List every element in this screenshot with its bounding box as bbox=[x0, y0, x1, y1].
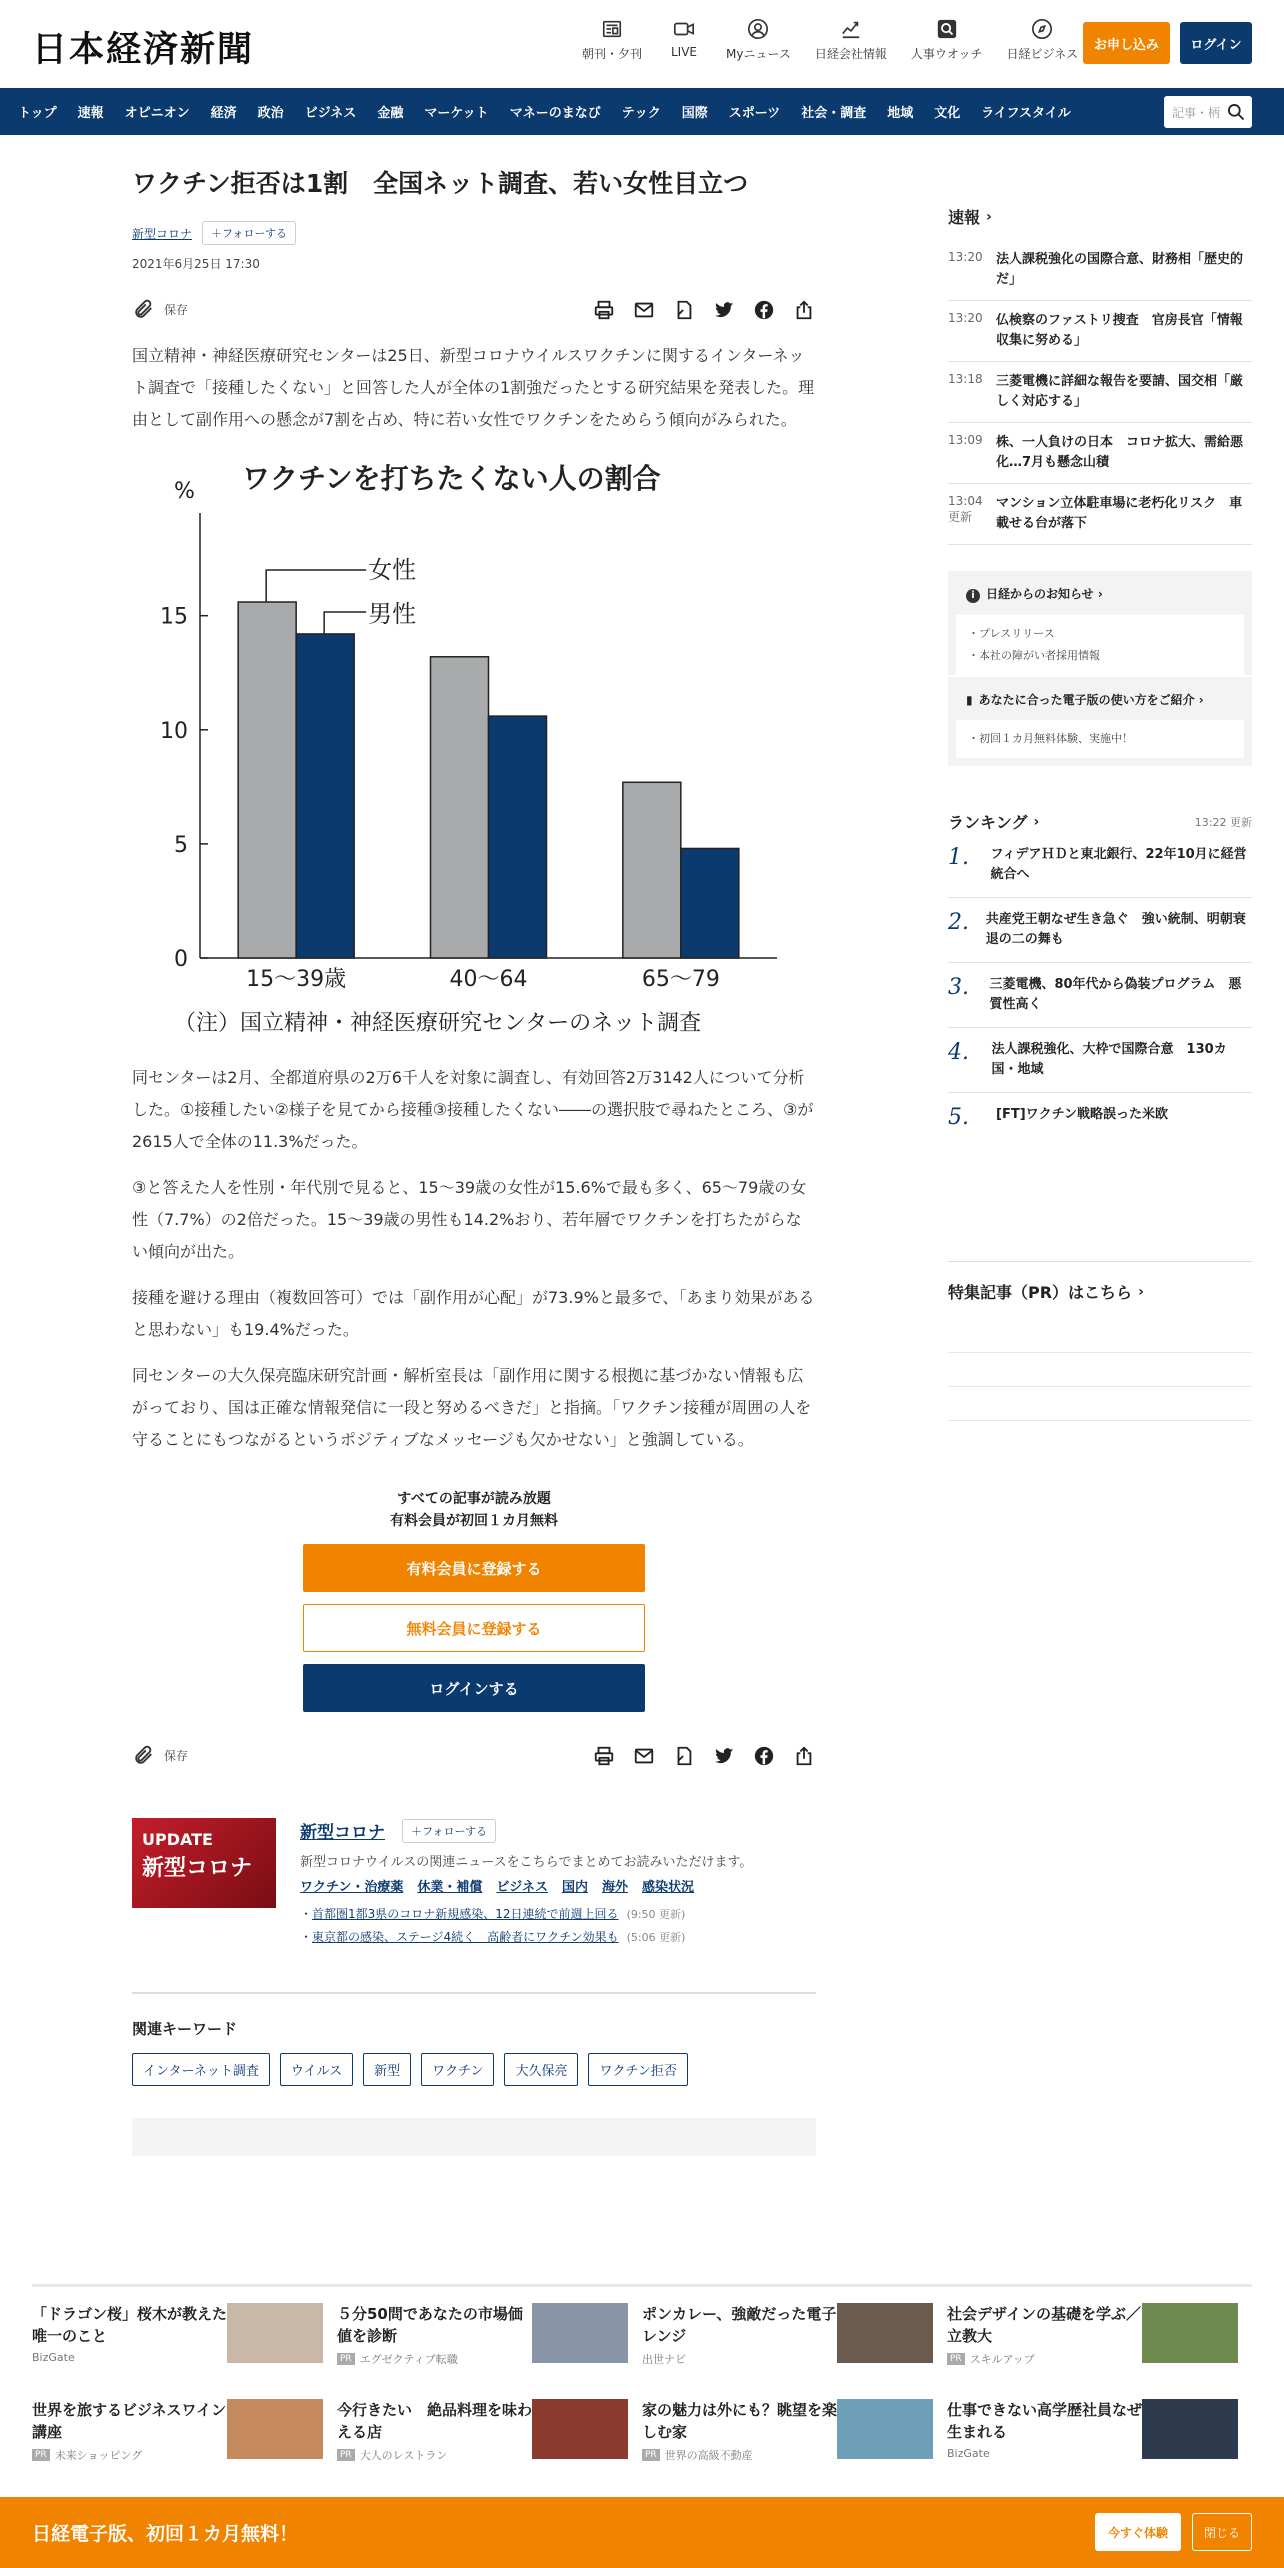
recommend-row bbox=[32, 2284, 1252, 2385]
header-link-live[interactable] bbox=[654, 18, 714, 62]
recommend-card[interactable] bbox=[337, 2399, 642, 2481]
plus-icon: ＋ bbox=[211, 227, 223, 240]
recommend-title: 社会デザインの基礎を学ぶ／立教大 bbox=[947, 2305, 1141, 2345]
nav-item-top[interactable]: トップ bbox=[18, 106, 57, 121]
free-register-button[interactable]: 無料会員に登録する bbox=[303, 1604, 645, 1652]
chart-y-tick-label: 5 bbox=[174, 832, 188, 858]
flash-time: 13:20 bbox=[948, 311, 983, 325]
article-lead: 国立精神・神経医療研究センターは25日、新型コロナウイルスワクチンに関するインターネット調査で「接種したくない」と回答した人が全体の1割強だったとする研究結果を発表した。理由として副作用への懸念が7割を占め、特に若い女性でワクチンをためらう傾向がみられた。 bbox=[132, 346, 815, 429]
keyword-tag[interactable]: ワクチン拒否 bbox=[588, 2053, 687, 2086]
paywall-login-button[interactable]: ログインする bbox=[303, 1664, 645, 1712]
ranking-item[interactable] bbox=[948, 833, 1252, 898]
ebook-item-label: 初回１カ月無料体験、実施中！ bbox=[979, 732, 1133, 745]
header-link-nikkei-business[interactable] bbox=[995, 18, 1091, 62]
chevron-right-icon: › bbox=[1138, 1283, 1144, 1300]
topic-row bbox=[132, 221, 816, 245]
ranking bbox=[948, 810, 1252, 1153]
topic-body bbox=[300, 1818, 816, 1945]
pr-placeholder bbox=[948, 1353, 1252, 1387]
chart-y-tick-label: 10 bbox=[160, 718, 188, 744]
keyword-tag[interactable]: 新型 bbox=[363, 2053, 411, 2086]
rank-number: 5. bbox=[948, 1105, 969, 1130]
header-link-company-info[interactable] bbox=[803, 18, 899, 62]
pr-badge: PR bbox=[947, 2353, 965, 2365]
topic-link[interactable]: 新型コロナ bbox=[132, 226, 193, 241]
related-keywords bbox=[132, 1992, 816, 2086]
follow-label: フォローする bbox=[422, 1825, 487, 1838]
keywords-heading: 関連キーワード bbox=[132, 2020, 238, 2038]
recommend-title: ５分50問であなたの市場価値を診断 bbox=[337, 2305, 523, 2345]
paid-register-button[interactable]: 有料会員に登録する bbox=[303, 1544, 645, 1592]
flash-item[interactable] bbox=[948, 484, 1252, 545]
topic-link-overseas[interactable]: 海外 bbox=[602, 1880, 629, 1895]
search-placeholder: 記事・柄 bbox=[1172, 105, 1221, 120]
pr-placeholder bbox=[948, 1319, 1252, 1353]
plus-icon: ＋ bbox=[411, 1825, 423, 1838]
pr-badge: PR bbox=[642, 2449, 660, 2461]
topic-news-item[interactable]: ・東京都の感染、ステージ4続く 高齢者にワクチン効果も (5:06 更新) bbox=[300, 1930, 686, 1944]
close-button[interactable]: 閉じる bbox=[1192, 2513, 1252, 2551]
article-paragraph: 接種を避ける理由（複数回答可）では「副作用が心配」が73.9%と最多で、「あまり効果があると思わない」も19.4%だった。 bbox=[132, 1288, 815, 1339]
recommend-source: BizGate bbox=[32, 2351, 75, 2364]
flash-heading[interactable] bbox=[948, 205, 1252, 228]
recommend-title: 家の魅力は外にも？眺望を楽しむ家 bbox=[642, 2401, 838, 2441]
search-input[interactable] bbox=[1164, 96, 1252, 128]
recommend-title: 「ドラゴン桜」桜木が教えた唯一のこと bbox=[32, 2305, 228, 2345]
chart-bar-female bbox=[238, 602, 296, 958]
notice-list bbox=[956, 615, 1244, 675]
notice-item-label: 本社の障がい者採用情報 bbox=[979, 649, 1100, 662]
flash-item[interactable] bbox=[948, 423, 1252, 484]
ebook-box bbox=[948, 677, 1252, 766]
save-button[interactable] bbox=[132, 1744, 188, 1766]
rank-text[interactable]: [FT]ワクチン戦略誤った米欧 bbox=[996, 1107, 1168, 1122]
chart-bar-male bbox=[296, 634, 354, 958]
article bbox=[132, 135, 816, 2156]
chart-bar-female bbox=[623, 782, 681, 958]
topic-link-compensation[interactable]: 休業・補償 bbox=[417, 1880, 483, 1895]
keyword-tag[interactable]: ウイルス bbox=[280, 2053, 353, 2086]
header-icon-label: 朝刊・夕刊 bbox=[582, 47, 643, 61]
recommend-thumbnail bbox=[837, 2399, 933, 2459]
article-title: ワクチン拒否は1割 全国ネット調査、若い女性目立つ bbox=[132, 169, 749, 198]
topic-follow-button[interactable] bbox=[402, 1819, 496, 1843]
recommend-thumbnail bbox=[1142, 2303, 1238, 2363]
recommend-source: 未来ショッピング bbox=[54, 2449, 143, 2462]
paperclip-icon bbox=[132, 1744, 154, 1766]
sidebar bbox=[948, 135, 1252, 1421]
topic-news-time: (5:06 更新) bbox=[626, 1931, 686, 1944]
mail-icon[interactable] bbox=[632, 298, 656, 322]
clip-icon[interactable] bbox=[672, 1744, 696, 1768]
rank-text[interactable]: 共産党王朝なぜ生き急ぐ 強い統制、明朝衰退の二の舞も bbox=[985, 912, 1246, 947]
flash-news bbox=[948, 205, 1252, 545]
topic-image[interactable] bbox=[132, 1818, 276, 1908]
chart-note: （注）国立精神・神経医療研究センターのネット調査 bbox=[174, 1011, 702, 1036]
site-header bbox=[0, 0, 1284, 88]
nav-item-society[interactable]: 社会・調査 bbox=[801, 106, 867, 121]
share-bar bbox=[576, 1744, 816, 1768]
bar-chart bbox=[132, 458, 816, 1048]
pr-list bbox=[948, 1319, 1252, 1421]
legend-male: 男性 bbox=[368, 599, 417, 628]
topic-link-infection[interactable]: 感染状況 bbox=[642, 1880, 695, 1895]
chevron-right-icon: › bbox=[1033, 813, 1040, 830]
article-body bbox=[132, 1062, 816, 1456]
notice-item[interactable]: ・プレスリリース bbox=[968, 627, 1055, 640]
topic-box bbox=[132, 1818, 816, 1978]
mail-icon[interactable] bbox=[632, 1744, 656, 1768]
clip-icon[interactable] bbox=[672, 298, 696, 322]
share-icon[interactable] bbox=[792, 1744, 816, 1768]
try-now-button[interactable]: 今すぐ体験 bbox=[1095, 2513, 1181, 2551]
flash-time: 13:09 bbox=[948, 433, 983, 447]
header-link-morning-evening[interactable] bbox=[570, 18, 654, 62]
paywall-line1: すべての記事が読み放題 bbox=[397, 1491, 551, 1507]
recommend-card[interactable] bbox=[32, 2303, 337, 2385]
share-bar bbox=[576, 298, 816, 322]
book-icon: ▮ bbox=[966, 693, 973, 707]
recommend-title: ポンカレー、強敵だった電子レンジ bbox=[642, 2305, 837, 2345]
twitter-icon[interactable] bbox=[712, 298, 736, 322]
chart-svg bbox=[132, 458, 816, 1048]
topic-news-title[interactable]: 首都圏1都3県のコロナ新規感染、12日連続で前週上回る bbox=[312, 1907, 619, 1921]
chart-bar-female bbox=[431, 657, 489, 958]
ranking-item[interactable] bbox=[948, 1093, 1252, 1153]
ranking-item[interactable] bbox=[948, 1028, 1252, 1093]
recommend-thumbnail bbox=[532, 2303, 628, 2363]
ranking-heading-label: ランキング bbox=[948, 813, 1028, 832]
ranking-time: 13:22 更新 bbox=[1194, 815, 1252, 829]
pr-badge: PR bbox=[337, 2449, 355, 2461]
rank-text[interactable]: 法人課税強化、大枠で国際合意 130カ国・地域 bbox=[991, 1042, 1227, 1077]
topic-news-item[interactable]: ・首都圏1都3県のコロナ新規感染、12日連続で前週上回る (9:50 更新) bbox=[300, 1907, 686, 1921]
recommend-card[interactable] bbox=[337, 2303, 642, 2385]
article-toolbar-bottom bbox=[132, 1742, 816, 1772]
rank-number: 1. bbox=[948, 845, 969, 870]
recommend-thumbnail bbox=[532, 2399, 628, 2459]
chart-title: ワクチンを打ちたくない人の割合 bbox=[242, 462, 661, 495]
recommend-source: 大人のレストラン bbox=[359, 2449, 448, 2462]
keyword-tag[interactable]: 大久保亮 bbox=[504, 2053, 578, 2086]
video-icon bbox=[673, 18, 695, 40]
flash-text[interactable]: 法人課税強化の国際合意、財務相「歴史的だ」 bbox=[996, 252, 1244, 287]
rank-text[interactable]: フィデアＨＤと東北銀行、22年10月に経営統合へ bbox=[990, 847, 1247, 882]
topic-description: 新型コロナウイルスの関連ニュースをこちらでまとめてお読みいただけます。 bbox=[300, 1855, 753, 1870]
chart-y-unit: % bbox=[174, 479, 195, 504]
chart-icon bbox=[840, 18, 862, 40]
ranking-item[interactable] bbox=[948, 963, 1252, 1028]
notice-box bbox=[948, 571, 1252, 675]
notice-item[interactable]: ・本社の障がい者採用情報 bbox=[968, 649, 1100, 662]
ranking-item[interactable] bbox=[948, 898, 1252, 963]
flash-text[interactable]: 株、一人負けの日本 コロナ拡大、需給悪化…7月も懸念山積 bbox=[996, 435, 1244, 470]
chart-y-tick-label: 0 bbox=[174, 947, 188, 972]
chart-x-tick-label: 40～64 bbox=[449, 967, 528, 992]
follow-label: フォローする bbox=[222, 227, 287, 240]
recommend-card[interactable] bbox=[642, 2399, 947, 2481]
topic-image-title: 新型コロナ bbox=[142, 1856, 253, 1881]
flash-time: 13:04 bbox=[948, 494, 983, 508]
chevron-right-icon: › bbox=[986, 208, 992, 225]
nav-item-lifestyle[interactable]: ライフスタイル bbox=[981, 106, 1071, 121]
legend-leader-male bbox=[324, 612, 366, 634]
article-paragraph: ③と答えた人を性別・年代別で見ると、15～39歳の女性が15.6%で最も多く、65～79歳の女性（7.7%）の2倍だった。15～39歳の男性も14.2%おり、若年層でワクチンを打ちたがらない傾向が出た。 bbox=[132, 1178, 807, 1261]
flash-text[interactable]: 仏検察のファストリ捜査 官房長官「情報収集に努める」 bbox=[996, 313, 1243, 348]
header-icon-label: 日経会社情報 bbox=[814, 47, 887, 61]
recommend-card[interactable] bbox=[947, 2303, 1252, 2385]
recommend-row bbox=[32, 2385, 1252, 2481]
article-date: 2021年6月25日 17:30 bbox=[132, 257, 260, 271]
pr-placeholder bbox=[948, 1387, 1252, 1421]
keyword-tag[interactable]: ワクチン bbox=[421, 2053, 494, 2086]
recommend-title: 今行きたい 絶品料理を味わえる店 bbox=[337, 2401, 533, 2441]
nav-item-money[interactable]: マネーのまなび bbox=[509, 106, 601, 121]
flash-text[interactable]: 三菱電機に詳細な報告を要請、国交相「厳しく対応する」 bbox=[996, 374, 1244, 409]
search-person-icon bbox=[936, 18, 958, 40]
nav-item-opinion[interactable]: オピニオン bbox=[124, 106, 190, 121]
notice-heading[interactable]: i 日経からのお知らせ › bbox=[948, 585, 1252, 615]
recommend-card[interactable] bbox=[642, 2303, 947, 2385]
article-paragraph: 同センターは2月、全都道府県の2万6千人を対象に調査し、有効回答2万3142人について分析した。①接種したい②様子を見てから接種③接種したくない――の選択肢で尋ねたところ、③が2615人で全体の11.3%だった。 bbox=[132, 1068, 814, 1151]
nav-item-finance[interactable]: 金融 bbox=[377, 106, 404, 121]
ad-placeholder bbox=[132, 2118, 816, 2156]
flash-text[interactable]: マンション立体駐車場に老朽化リスク 車載せる台が落下 bbox=[996, 496, 1243, 531]
header-icon-label: 人事ウオッチ bbox=[910, 47, 983, 61]
recommend-card[interactable] bbox=[947, 2399, 1252, 2481]
pr-badge: PR bbox=[337, 2353, 355, 2365]
paywall-line2: 有料会員が初回１カ月無料 bbox=[390, 1513, 558, 1529]
topic-news-time: (9:50 更新) bbox=[626, 1908, 686, 1921]
flash-time: 13:20 bbox=[948, 250, 983, 264]
facebook-icon[interactable] bbox=[752, 298, 776, 322]
recommend-title: 世界を旅するビジネスワイン講座 bbox=[32, 2401, 227, 2441]
recommend-thumbnail bbox=[837, 2303, 933, 2363]
chart-y-tick-label: 15 bbox=[160, 604, 188, 630]
compass-icon bbox=[1031, 18, 1053, 40]
nav-item-market[interactable]: マーケット bbox=[424, 106, 489, 121]
topic-news bbox=[300, 1905, 816, 1945]
main-nav bbox=[0, 88, 1284, 135]
site-logo[interactable]: 日本経済新聞 bbox=[32, 29, 255, 70]
legend-female: 女性 bbox=[368, 556, 417, 584]
header-icon-label: LIVE bbox=[671, 45, 698, 59]
flash-updated: 更新 bbox=[948, 510, 973, 524]
chart-x-tick-label: 65～79 bbox=[641, 967, 720, 992]
chart-bar-male bbox=[489, 716, 547, 958]
flash-time: 13:18 bbox=[948, 372, 983, 386]
header-icon-label: Myニュース bbox=[726, 47, 791, 61]
rank-number: 2. bbox=[948, 910, 969, 935]
share-icon[interactable] bbox=[792, 298, 816, 322]
recommend-source: スキルアップ bbox=[969, 2353, 1035, 2366]
pr-heading-label: 特集記事（PR）はこちら bbox=[948, 1283, 1133, 1302]
topic-news-title[interactable]: 東京都の感染、ステージ4続く 高齢者にワクチン効果も bbox=[312, 1930, 619, 1944]
info-icon: i bbox=[966, 589, 980, 603]
print-icon[interactable] bbox=[592, 298, 616, 322]
recommend-thumbnail bbox=[227, 2399, 323, 2459]
legend-leader-female bbox=[266, 570, 366, 602]
recommend-grid bbox=[32, 2284, 1252, 2481]
topic-image-update: UPDATE bbox=[142, 1830, 213, 1849]
pr-heading[interactable] bbox=[948, 1280, 1252, 1303]
nav-item-sports[interactable]: スポーツ bbox=[728, 106, 781, 121]
promo-bar bbox=[0, 2497, 1284, 2568]
flash-item[interactable] bbox=[948, 301, 1252, 362]
save-label: 保存 bbox=[164, 1748, 189, 1763]
print-icon[interactable] bbox=[592, 1744, 616, 1768]
recommend-source: 出世ナビ bbox=[642, 2353, 686, 2366]
recommend-source: 世界の高級不動産 bbox=[664, 2449, 753, 2462]
header-icon-label: 日経ビジネス bbox=[1006, 47, 1079, 61]
recommend-card[interactable] bbox=[32, 2399, 337, 2481]
chart-bar-male bbox=[681, 848, 739, 958]
recommend-title: 仕事できない高学歴社員なぜ生まれる bbox=[947, 2401, 1143, 2441]
nav-item-tech[interactable]: テック bbox=[621, 106, 661, 121]
promo-text: 日経電子版、初回１カ月無料！ bbox=[32, 2523, 299, 2545]
pr-badge: PR bbox=[32, 2449, 50, 2461]
topic-link-domestic[interactable]: 国内 bbox=[562, 1880, 589, 1895]
flash-heading-label: 速報 bbox=[948, 208, 981, 227]
flash-list bbox=[948, 240, 1252, 545]
follow-button[interactable] bbox=[202, 221, 296, 245]
keyword-tag[interactable]: インターネット調査 bbox=[132, 2053, 270, 2086]
recommend-thumbnail bbox=[1142, 2399, 1238, 2459]
recommend-source: エグゼクティブ転職 bbox=[359, 2353, 458, 2366]
ranking-header bbox=[948, 810, 1252, 833]
ebook-heading-label: あなたに合った電子版の使い方をご紹介 bbox=[978, 693, 1195, 707]
nav-item-region[interactable]: 地域 bbox=[887, 106, 914, 121]
rank-text[interactable]: 三菱電機、80年代から偽装プログラム 悪質性高く bbox=[989, 977, 1242, 1012]
nav-item-flash[interactable]: 速報 bbox=[77, 106, 104, 121]
pr-section bbox=[948, 1261, 1252, 1421]
flash-item[interactable] bbox=[948, 240, 1252, 301]
save-button[interactable] bbox=[132, 298, 188, 320]
ebook-heading[interactable]: ▮ あなたに合った電子版の使い方をご紹介 › bbox=[966, 693, 1204, 707]
save-label: 保存 bbox=[164, 302, 189, 317]
flash-item[interactable] bbox=[948, 362, 1252, 423]
notice-heading-label: 日経からのお知らせ bbox=[986, 587, 1094, 601]
article-toolbar bbox=[132, 296, 816, 326]
ranking-heading[interactable] bbox=[948, 810, 1039, 833]
login-button[interactable]: ログイン bbox=[1180, 22, 1252, 64]
facebook-icon[interactable] bbox=[752, 1744, 776, 1768]
header-icon-bar bbox=[570, 18, 1090, 62]
notice-item-label: プレスリリース bbox=[979, 627, 1055, 640]
search-icon[interactable] bbox=[1226, 102, 1246, 122]
keyword-list bbox=[132, 2053, 816, 2086]
recommend-thumbnail bbox=[227, 2303, 323, 2363]
topic-link-vaccine[interactable]: ワクチン・治療薬 bbox=[300, 1880, 404, 1895]
twitter-icon[interactable] bbox=[712, 1744, 736, 1768]
rank-number: 4. bbox=[948, 1040, 969, 1065]
nav-item-culture[interactable]: 文化 bbox=[934, 106, 961, 121]
newspaper-icon bbox=[601, 18, 623, 40]
header-link-mynews[interactable] bbox=[714, 18, 803, 62]
paperclip-icon bbox=[132, 298, 154, 320]
topic-links bbox=[300, 1876, 816, 1895]
article-paragraph: 同センターの大久保亮臨床研究計画・解析室長は「副作用に関する根拠に基づかない情報も広がっており、国は正確な情報発信に一段と努めるべきだ」と指摘。「ワクチン接種が周囲の人を守ることにもつながるというポジティブなメッセージも欠かせない」と強調している。 bbox=[132, 1366, 812, 1449]
nav-item-international[interactable]: 国際 bbox=[681, 106, 708, 121]
topic-link-business[interactable]: ビジネス bbox=[496, 1880, 548, 1895]
apply-button[interactable]: お申し込み bbox=[1083, 22, 1170, 64]
recommend-source: BizGate bbox=[947, 2447, 990, 2460]
ebook-list bbox=[956, 720, 1244, 758]
nav-item-business[interactable]: ビジネス bbox=[304, 106, 357, 121]
topic-name[interactable]: 新型コロナ bbox=[300, 1823, 385, 1843]
header-link-personnel[interactable] bbox=[899, 18, 995, 62]
paywall bbox=[132, 1488, 816, 1712]
rank-number: 3. bbox=[948, 975, 969, 1000]
ebook-item[interactable]: ・初回１カ月無料体験、実施中！ bbox=[968, 732, 1133, 745]
flash-time-group bbox=[948, 494, 996, 534]
nav-item-economy[interactable]: 経済 bbox=[210, 106, 237, 121]
nav-item-politics[interactable]: 政治 bbox=[257, 106, 284, 121]
chart-x-tick-label: 15～39歳 bbox=[246, 967, 347, 992]
user-icon bbox=[747, 18, 769, 40]
